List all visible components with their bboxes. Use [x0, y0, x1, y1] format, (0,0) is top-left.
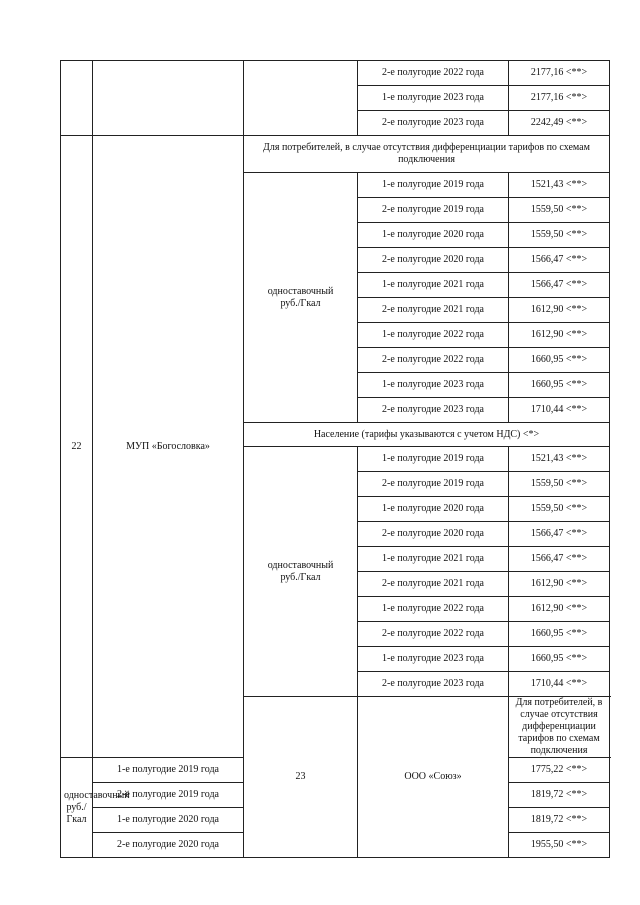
tariff-value-cell: 1566,47 <**> — [509, 273, 610, 298]
tariff-value-cell: 1612,90 <**> — [509, 597, 610, 622]
tariff-value-cell: 1775,22 <**> — [509, 758, 610, 783]
tariff-type-label: одноставочный — [64, 789, 130, 801]
period-cell: 2-е полугодие 2022 года — [358, 348, 509, 373]
tariff-value-cell: 1710,44 <**> — [509, 398, 610, 423]
tariff-unit-label: руб./Гкал — [66, 801, 87, 825]
tariff-value-cell: 1612,90 <**> — [509, 298, 610, 323]
period-cell: 1-е полугодие 2023 года — [358, 86, 509, 111]
period-cell: 2-е полугодие 2021 года — [358, 572, 509, 597]
tariff-type-label: одноставочный — [267, 559, 334, 571]
tariff-value-cell: 1660,95 <**> — [509, 647, 610, 672]
period-cell: 2-е полугодие 2020 года — [358, 522, 509, 547]
tariff-value-cell: 1660,95 <**> — [509, 348, 610, 373]
tariff-unit-label: руб./Гкал — [280, 571, 321, 583]
period-cell: 1-е полугодие 2019 года — [93, 758, 244, 783]
tariff-value-cell: 1566,47 <**> — [509, 547, 610, 572]
tariff-value-cell: 1521,43 <**> — [509, 447, 610, 472]
period-cell: 1-е полугодие 2020 года — [93, 808, 244, 833]
tariff-type-cell — [244, 173, 358, 423]
row-number-cell — [61, 61, 93, 136]
tariff-value-cell: 1660,95 <**> — [509, 373, 610, 398]
tariff-value-cell: 1612,90 <**> — [509, 572, 610, 597]
row-number-cell: 23 — [244, 697, 358, 858]
tariff-type-label: одноставочный — [267, 285, 334, 297]
section-header: Население (тарифы указываются с учетом НДС) <*> — [244, 423, 610, 447]
row-number-cell: 22 — [61, 136, 93, 758]
tariff-value-cell: 1559,50 <**> — [509, 198, 610, 223]
tariff-table — [60, 60, 610, 858]
tariff-value-cell: 1955,50 <**> — [509, 833, 610, 858]
tariff-unit-label: руб./Гкал — [280, 297, 321, 309]
tariff-value-cell: 1819,72 <**> — [509, 783, 610, 808]
period-cell: 1-е полугодие 2023 года — [358, 647, 509, 672]
tariff-value-cell: 2242,49 <**> — [509, 111, 610, 136]
period-cell: 2-е полугодие 2019 года — [358, 472, 509, 497]
tariff-value-cell: 1521,43 <**> — [509, 173, 610, 198]
tariff-value-cell: 1566,47 <**> — [509, 522, 610, 547]
period-cell: 2-е полугодие 2021 года — [358, 298, 509, 323]
tariff-type-cell — [244, 61, 358, 136]
tariff-value-cell: 2177,16 <**> — [509, 61, 610, 86]
period-cell: 2-е полугодие 2019 года — [93, 783, 244, 808]
period-cell: 1-е полугодие 2022 года — [358, 323, 509, 348]
organization-name-cell: МУП «Богословка» — [93, 136, 244, 758]
period-cell: 1-е полугодие 2019 года — [358, 447, 509, 472]
period-cell: 2-е полугодие 2019 года — [358, 198, 509, 223]
tariff-value-cell: 1559,50 <**> — [509, 472, 610, 497]
period-cell: 1-е полугодие 2023 года — [358, 373, 509, 398]
period-cell: 1-е полугодие 2019 года — [358, 173, 509, 198]
period-cell: 1-е полугодие 2021 года — [358, 273, 509, 298]
period-cell: 2-е полугодие 2022 года — [358, 622, 509, 647]
period-cell: 2-е полугодие 2023 года — [358, 672, 509, 697]
tariff-value-cell: 1566,47 <**> — [509, 248, 610, 273]
tariff-value-cell: 1819,72 <**> — [509, 808, 610, 833]
period-cell: 1-е полугодие 2020 года — [358, 497, 509, 522]
tariff-value-cell: 2177,16 <**> — [509, 86, 610, 111]
period-cell: 2-е полугодие 2020 года — [93, 833, 244, 858]
tariff-value-cell: 1710,44 <**> — [509, 672, 610, 697]
tariff-value-cell: 1612,90 <**> — [509, 323, 610, 348]
tariff-type-cell — [244, 447, 358, 697]
section-header-row — [61, 136, 610, 173]
tariff-value-cell: 1660,95 <**> — [509, 622, 610, 647]
period-cell: 2-е полугодие 2023 года — [358, 398, 509, 423]
period-cell: 2-е полугодие 2023 года — [358, 111, 509, 136]
tariff-type-cell — [61, 758, 130, 858]
organization-name-cell — [93, 61, 244, 136]
period-cell: 1-е полугодие 2022 года — [358, 597, 509, 622]
period-cell: 2-е полугодие 2022 года — [358, 61, 509, 86]
tariff-value-cell: 1559,50 <**> — [509, 223, 610, 248]
period-cell: 1-е полугодие 2021 года — [358, 547, 509, 572]
section-header: Для потребителей, в случае отсутствия дифференциации тарифов по схемам подключения — [509, 697, 610, 758]
organization-name-cell: ООО «Союз» — [358, 697, 509, 858]
table-row — [61, 61, 610, 86]
section-header: Для потребителей, в случае отсутствия дифференциации тарифов по схемам подключения — [244, 136, 610, 173]
period-cell: 2-е полугодие 2020 года — [358, 248, 509, 273]
tariff-value-cell: 1559,50 <**> — [509, 497, 610, 522]
period-cell: 1-е полугодие 2020 года — [358, 223, 509, 248]
